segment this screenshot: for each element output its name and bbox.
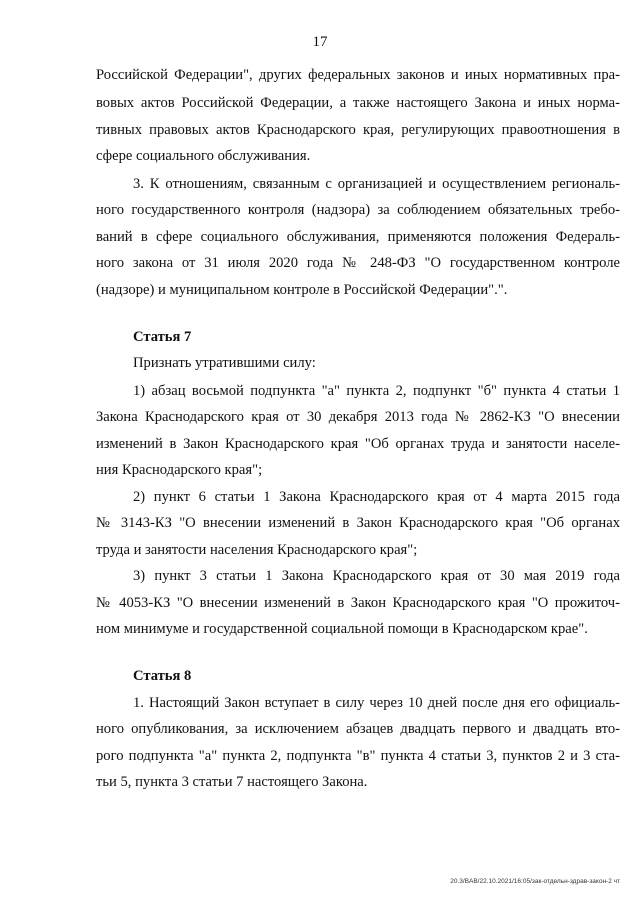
text-line: Признать утратившими силу: (133, 355, 316, 371)
text-line: 3. К отношениям, связанным с организацией и осуществлением региональ- (133, 176, 620, 192)
text-line: № 3143-КЗ "О внесении изменений в Закон Краснодарского края "Об органах (96, 515, 620, 531)
text-line: 1. Настоящий Закон вступает в силу через 10 дней после дня его официаль- (133, 695, 620, 711)
text-line: Российской Федерации", других федеральных законов и иных нормативных пра- (96, 67, 620, 83)
text-line: ного государственного контроля (надзора) за соблюдением обязательных требо- (96, 202, 620, 218)
text-line: (надзоре) и муниципальном контроле в Российской Федерации".". (96, 282, 508, 298)
text-line: труда и занятости населения Краснодарского края"; (96, 542, 418, 558)
article-heading: Статья 8 (133, 668, 192, 684)
text-line: тивных правовых актов Краснодарского края, регулирующих правоотношения в (96, 122, 620, 138)
text-line: ном минимуме и государственной социальной помощи в Краснодарском крае". (96, 621, 588, 637)
text-line: 1) абзац восьмой подпункта "а" пункта 2, подпункт "б" пункта 4 статьи 1 (133, 383, 620, 399)
text-line: ного закона от 31 июля 2020 года № 248-ФЗ "О государственном контроле (96, 255, 620, 271)
footer-file-stamp: 20.3/BAB/22.10.2021/16:05/зак-отдельн-здрав-закон-2 чт (450, 878, 620, 885)
text-line: ного опубликования, за исключением абзацев двадцать первого и двадцать вто- (96, 721, 620, 737)
text-line: Закона Краснодарского края от 30 декабря 2013 года № 2862-КЗ "О внесении (96, 409, 620, 425)
text-line: 3) пункт 3 статьи 1 Закона Краснодарского края от 30 мая 2019 года (133, 568, 620, 584)
text-line: ваний в сфере социального обслуживания, применяются положения Федераль- (96, 229, 620, 245)
text-line: изменений в Закон Краснодарского края "Об органах труда и занятости населе- (96, 436, 620, 452)
text-line: вовых актов Российской Федерации, а также настоящего Закона и иных норма- (96, 95, 620, 111)
article-heading: Статья 7 (133, 329, 192, 345)
text-line: 2) пункт 6 статьи 1 Закона Краснодарского края от 4 марта 2015 года (133, 489, 620, 505)
text-line: тьи 5, пункта 3 статьи 7 настоящего Закона. (96, 774, 368, 790)
text-line: ния Краснодарского края"; (96, 462, 263, 478)
text-line: № 4053-КЗ "О внесении изменений в Закон Краснодарского края "О прожиточ- (96, 595, 620, 611)
text-line: сфере социального обслуживания. (96, 148, 311, 164)
page-number: 17 (312, 34, 328, 50)
text-line: рого подпункта "а" пункта 2, подпункта "в" пункта 4 статьи 3, пунктов 2 и 3 ста- (96, 748, 620, 764)
